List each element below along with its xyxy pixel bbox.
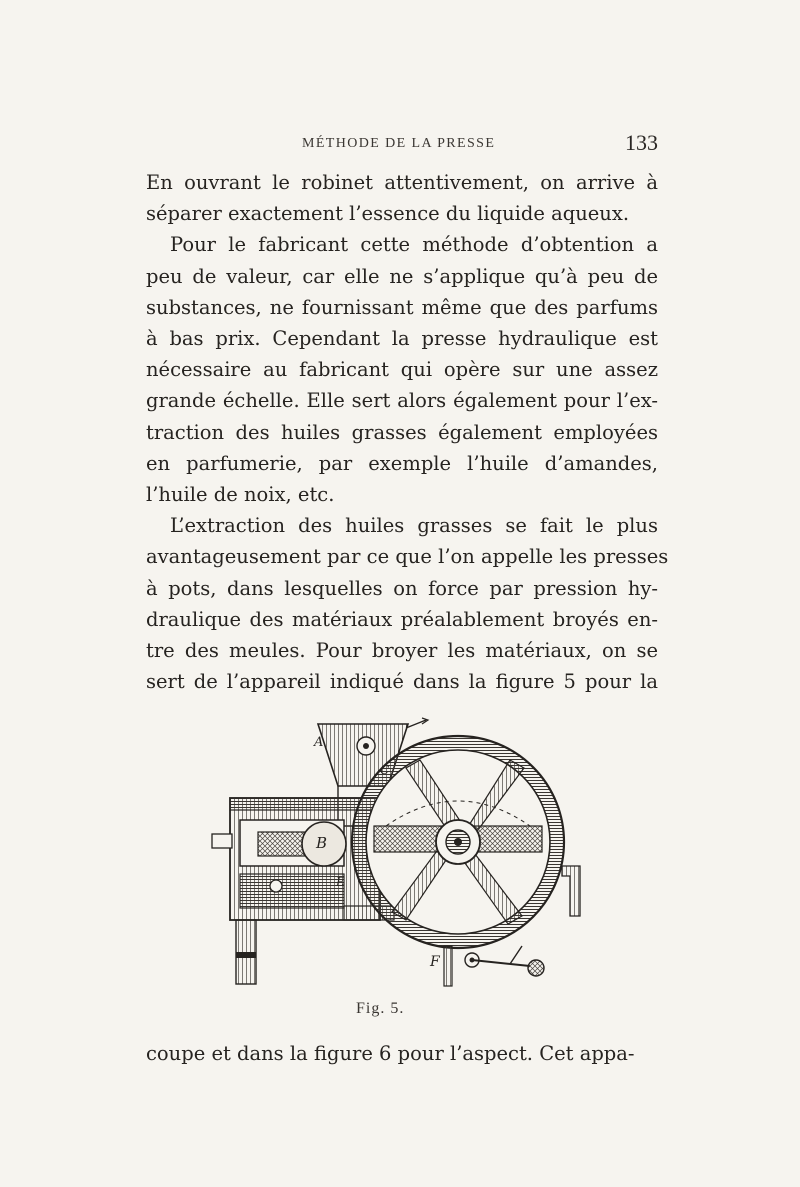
text-line: nécessaire au fabricant qui opère sur une assez [146, 358, 658, 382]
figure-label-f: F [430, 954, 440, 970]
text-line: avantageusement par ce que l’on appelle les presses [146, 545, 669, 569]
text-line: en parfumerie, par exemple l’huile d’amandes, [146, 451, 658, 475]
continuation-text [146, 1038, 658, 1069]
paragraph [146, 510, 669, 697]
figure-5-illustration [210, 716, 590, 996]
text-line: l’huile de noix, etc. [146, 483, 335, 507]
text-line: Pour le fabricant cette méthode d’obtention a [170, 233, 658, 257]
text-line: sert de l’appareil indiqué dans la figure 5 pour la [146, 670, 658, 694]
paragraph [146, 167, 658, 229]
text-line: à pots, dans lesquelles on force par pression hy- [146, 576, 658, 600]
text-line: substances, ne fournissant même que des parfums [146, 295, 658, 319]
body-text [146, 167, 669, 697]
frame-support [562, 866, 580, 916]
paragraph [146, 229, 658, 510]
lever-mechanism [444, 946, 544, 986]
running-head [146, 130, 658, 160]
figure-label-b: B [316, 834, 328, 852]
running-title: MÉTHODE DE LA PRESSE [302, 136, 496, 151]
crusher-engraving [210, 716, 590, 996]
figure-label-a: A [314, 735, 324, 750]
text-line: En ouvrant le robinet attentivement, on arrive à [146, 171, 658, 194]
text-line: à bas prix. Cependant la presse hydraulique est [146, 327, 658, 351]
page-number: 133 [625, 130, 658, 155]
text-line: peu de valeur, car elle ne s’applique qu’à peu de [146, 264, 658, 288]
text-line: séparer exactement l’essence du liquide aqueux. [146, 202, 630, 226]
text-line: tre des meules. Pour broyer les matériaux, on se [146, 639, 658, 663]
figure-label-e: E [336, 875, 345, 889]
text-line: L’extraction des huiles grasses se fait le plus [170, 514, 658, 538]
text-line: coupe et dans la figure 6 pour l’aspect. Cet appa- [146, 1042, 635, 1065]
figure-label-c: C [380, 763, 390, 777]
text-line: traction des huiles grasses également employées [146, 420, 658, 444]
text-line: draulique des matériaux préalablement broyés en- [146, 607, 658, 631]
figure-caption: Fig. 5. [356, 1000, 405, 1017]
text-line: grande échelle. Elle sert alors également pour l’ex- [146, 389, 658, 413]
